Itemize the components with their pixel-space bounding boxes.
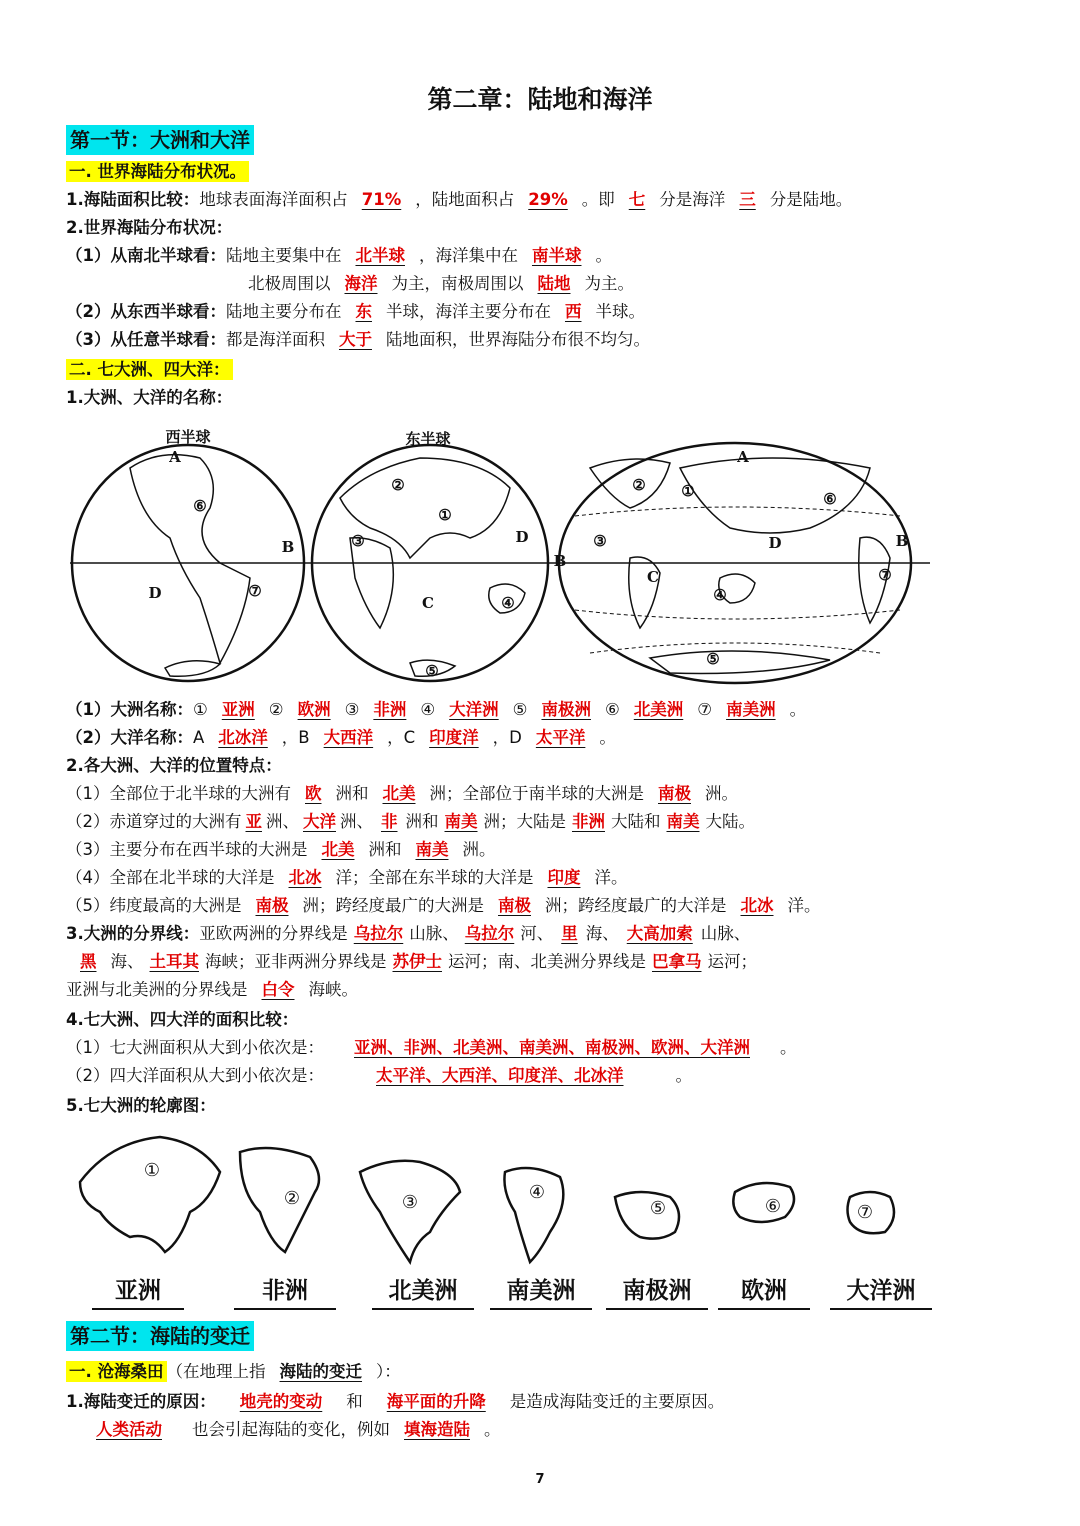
- answer-land: 陆地: [537, 274, 571, 293]
- answer-greater: 大于: [338, 330, 372, 349]
- answer: 印度: [547, 868, 581, 887]
- q4a-text: 。: [780, 1038, 797, 1057]
- p2-line: [66, 810, 755, 834]
- section2-part1-text: ）：: [376, 1362, 401, 1381]
- q4a-line: [66, 1036, 797, 1060]
- answer-south-america: 南美洲: [726, 700, 776, 719]
- section2-q1-label: 1.海陆变迁的原因：: [66, 1392, 216, 1411]
- p5-text: （5）纬度最高的大洲是: [66, 896, 242, 915]
- q3c-line: [66, 978, 358, 1002]
- q3-text: 亚欧两洲的分界线是: [199, 924, 348, 943]
- p4-text: （4）全部在北半球的大洋是: [66, 868, 275, 887]
- q1-text: 分是陆地。: [769, 190, 853, 209]
- section1-heading: [66, 128, 254, 154]
- map-label: ④: [501, 594, 515, 612]
- section2-q1b-text: 。: [484, 1420, 501, 1439]
- ocean-letter: A: [192, 728, 205, 747]
- circled-num: ⑤: [512, 700, 528, 719]
- q3b-text: 海、: [110, 952, 144, 971]
- outline-label-antarctica: 南极洲: [606, 1272, 708, 1310]
- r1-label: （1）从南北半球看：: [66, 246, 226, 265]
- q1-area-line: [66, 188, 852, 212]
- map-label: ④: [713, 586, 727, 604]
- map-label: ③: [593, 532, 607, 550]
- q4b-line: [66, 1064, 692, 1088]
- ocean-letter: ，B: [281, 728, 310, 747]
- map-label: ②: [391, 476, 405, 494]
- part2-q5: 5.七大洲的轮廓图：: [66, 1096, 216, 1115]
- outline-num: ⑦: [856, 1202, 874, 1223]
- answer: 土耳其: [149, 952, 199, 971]
- answer: 北冰: [740, 896, 774, 915]
- map-label: D: [148, 584, 162, 602]
- r2-text: 半球。: [595, 302, 645, 321]
- answer-antarctica: 南极洲: [541, 700, 591, 719]
- q3b-text: 运河；南、北美洲分界线是: [448, 952, 646, 971]
- ocean-letter: ，C: [387, 728, 416, 747]
- answer-south-hemisphere: 南半球: [531, 246, 582, 265]
- answer-three: 三: [739, 190, 756, 209]
- answer-pacific: 太平洋: [535, 728, 586, 747]
- answer: 巴拿马: [652, 952, 702, 971]
- outline-label-south-america: 南美洲: [490, 1272, 592, 1310]
- p1-line: [66, 782, 738, 806]
- p2-text: 大陆。: [705, 812, 755, 831]
- circled-num: ⑦: [697, 700, 713, 719]
- p5-text: 洲；跨经度最广的大洋是: [545, 896, 727, 915]
- p5-text: 洋。: [787, 896, 821, 915]
- p3-text: （3）主要分布在西半球的大洲是: [66, 840, 308, 859]
- q1-text: ，陆地面积占: [415, 190, 515, 209]
- r3-text: 都是海洋面积: [225, 330, 325, 349]
- answer: 乌拉尔: [464, 924, 515, 943]
- answer: 非: [381, 812, 398, 831]
- answer-asia: 亚洲: [221, 700, 255, 719]
- east-hemisphere-title: 东半球: [405, 430, 451, 448]
- section2-q1b-line: [66, 1418, 501, 1442]
- section2-q1-line: [66, 1390, 724, 1414]
- p1-text: 洲；全部位于南半球的大洲是: [429, 784, 644, 803]
- circled-num: ④: [420, 700, 436, 719]
- map-label: D: [515, 528, 529, 546]
- answer: 南极: [255, 896, 289, 915]
- answer-ocean-order: 太平洋、大西洋、印度洋、北冰洋: [376, 1066, 624, 1085]
- answer: 南极: [658, 784, 691, 803]
- ocean-letter: ，D: [492, 728, 522, 747]
- r1b-text: 北极周围以: [248, 274, 331, 293]
- west-hemisphere-title: 西半球: [165, 428, 211, 446]
- answer-29: 29%: [528, 190, 568, 209]
- outline-num: ①: [143, 1160, 161, 1181]
- part1-heading-text: 一. 世界海陆分布状况。: [66, 161, 249, 182]
- answer-arctic: 北冰洋: [218, 728, 268, 747]
- answer: 北美: [321, 840, 355, 859]
- circled-num: ②: [268, 700, 284, 719]
- map-label: B: [895, 532, 909, 550]
- q3b-line: [66, 950, 757, 974]
- r1-text: 。: [595, 246, 612, 265]
- p4-line: [66, 866, 628, 890]
- q1-text: 。即: [581, 190, 615, 209]
- answer: 乌拉尔: [353, 924, 404, 943]
- names2-end: 。: [599, 728, 616, 747]
- section2-q1-text: 是造成海陆变迁的主要原因。: [509, 1392, 725, 1411]
- q3-text: 山脉、: [409, 924, 459, 943]
- answer: 黑: [80, 952, 97, 971]
- map-label: C: [422, 594, 434, 612]
- circled-num: ①: [192, 700, 208, 719]
- r1-text: ，海洋集中在: [418, 246, 518, 265]
- map-label: A: [737, 448, 749, 466]
- answer-sea-level: 海平面的升降: [386, 1392, 486, 1411]
- p4-text: 洋。: [594, 868, 628, 887]
- q4b-text: （2）四大洋面积从大到小依次是：: [66, 1066, 324, 1085]
- map-label: A: [169, 448, 181, 466]
- outline-label-asia: 亚洲: [92, 1272, 184, 1310]
- page-number: 7: [535, 1472, 545, 1487]
- answer: 南美: [415, 840, 449, 859]
- r1-line: [66, 244, 612, 268]
- answer: 非洲: [572, 812, 605, 831]
- answer: 北美: [382, 784, 416, 803]
- answer: 南美: [444, 812, 478, 831]
- q4b-text: 。: [675, 1066, 692, 1085]
- p1-text: （1）全部位于北半球的大洲有: [66, 784, 291, 803]
- map-label: ⑥: [193, 497, 207, 515]
- map-label: B: [281, 538, 295, 556]
- p2-text: （2）赤道穿过的大洲有: [66, 812, 242, 831]
- names1-end: 。: [789, 700, 807, 719]
- p1-text: 洲。: [705, 784, 738, 803]
- answer: 里: [561, 924, 578, 943]
- answer: 南美: [666, 812, 700, 831]
- p3-text: 洲。: [462, 840, 496, 859]
- section2-part1-text: （在地理上指: [166, 1362, 266, 1381]
- answer: 欧: [305, 784, 322, 803]
- r3-text: 陆地面积，世界海陆分布很不均匀。: [385, 330, 650, 349]
- p2-text: 洲；大陆是: [483, 812, 566, 831]
- names1-label: （1）大洲名称：: [66, 700, 193, 719]
- p5-text: 洲；跨经度最广的大洲是: [302, 896, 484, 915]
- circled-num: ③: [344, 700, 360, 719]
- circled-num: ⑥: [604, 700, 620, 719]
- map-label: ⑥: [823, 490, 837, 508]
- r1b-line: [248, 272, 634, 296]
- outline-label-africa: 非洲: [234, 1272, 336, 1310]
- section1-heading-text: 第一节：大洲和大洋: [66, 125, 254, 155]
- p3-text: 洲和: [368, 840, 402, 859]
- answer-europe: 欧洲: [297, 700, 331, 719]
- r2-text: 陆地主要分布在: [225, 302, 342, 321]
- r1b-text: 为主。: [584, 274, 634, 293]
- outline-label-europe: 欧洲: [718, 1272, 810, 1310]
- continent-names-line: [66, 698, 806, 722]
- q3-text: 河、: [520, 924, 554, 943]
- p4-text: 洋；全部在东半球的大洋是: [335, 868, 534, 887]
- answer-indian: 印度洋: [429, 728, 479, 747]
- q3b-text: 运河；: [707, 952, 757, 971]
- answer-ocean: 海洋: [344, 274, 378, 293]
- section2-part1: [66, 1360, 401, 1384]
- r2-text: 半球，海洋主要分布在: [385, 302, 551, 321]
- p2-text: 大陆和: [611, 812, 661, 831]
- answer: 大高加索: [626, 924, 693, 943]
- outline-num: ②: [283, 1188, 301, 1209]
- part2-heading: [66, 358, 233, 382]
- answer-north-america: 北美洲: [633, 700, 684, 719]
- r1b-text: 为主，南极周围以: [391, 274, 524, 293]
- answer-africa: 非洲: [373, 700, 407, 719]
- p5-line: [66, 894, 821, 918]
- section2-heading-text: 第二节：海陆的变迁: [66, 1321, 254, 1351]
- answer: 南极: [498, 896, 531, 915]
- part2-q1: 1.大洲、大洋的名称：: [66, 388, 233, 407]
- map-label: ⑦: [248, 582, 262, 600]
- map-label: ②: [632, 476, 646, 494]
- part1-heading: [66, 160, 249, 184]
- answer-east: 东: [355, 302, 372, 321]
- hemisphere-maps: [70, 428, 930, 690]
- q1-label: 1.海陆面积比较：: [66, 190, 200, 209]
- outline-num: ③: [401, 1192, 419, 1213]
- map-label: ⑤: [706, 650, 720, 668]
- section2-heading: [66, 1324, 254, 1350]
- q3-text: 海、: [585, 924, 619, 943]
- part2-q4: 4.七大洲、四大洋的面积比较：: [66, 1010, 299, 1029]
- answer: 亚: [245, 812, 262, 831]
- answer-seven: 七: [628, 190, 646, 209]
- map-label: C: [647, 568, 659, 586]
- map-label: ③: [351, 532, 365, 550]
- p2-text: 洲、: [266, 812, 299, 831]
- map-label: ①: [438, 506, 452, 524]
- answer-west: 西: [564, 302, 582, 321]
- r1-text: 陆地主要集中在: [225, 246, 342, 265]
- outline-num: ④: [528, 1182, 546, 1203]
- answer: 白令: [261, 980, 295, 999]
- answer: 北冰: [288, 868, 322, 887]
- answer-continent-order: 亚洲、非洲、北美洲、南美洲、南极洲、欧洲、大洋洲: [354, 1038, 750, 1057]
- part2-q2: 2.各大洲、大洋的位置特点：: [66, 756, 282, 775]
- q4a-text: （1）七大洲面积从大到小依次是：: [66, 1038, 324, 1057]
- p2-text: 洲、: [340, 812, 373, 831]
- answer-71: 71%: [361, 190, 402, 209]
- map-label: B: [553, 552, 567, 570]
- q1-text: 分是海洋: [659, 190, 726, 209]
- section2-q1b-text: 也会引起海陆的变化，例如: [192, 1420, 390, 1439]
- answer-human-activity: 人类活动: [96, 1420, 162, 1439]
- answer: 大洋: [303, 812, 336, 831]
- q1-text: 地球表面海洋面积占: [199, 190, 348, 209]
- p1-text: 洲和: [335, 784, 369, 803]
- q3b-text: 海峡；亚非两洲分界线是: [205, 952, 387, 971]
- r2-label: （2）从东西半球看：: [66, 302, 226, 321]
- r3-label: （3）从任意半球看：: [66, 330, 226, 349]
- q3c-text: 海峡。: [308, 980, 358, 999]
- answer-oceania: 大洋洲: [449, 700, 499, 719]
- map-label: ①: [681, 482, 695, 500]
- answer-north-hemisphere: 北半球: [355, 246, 405, 265]
- section2-q1-text: 和: [346, 1392, 363, 1411]
- answer-atlantic: 大西洋: [323, 728, 374, 747]
- map-label: ⑦: [878, 566, 892, 584]
- r2-line: [66, 300, 645, 324]
- q3c-text: 亚洲与北美洲的分界线是: [66, 980, 248, 999]
- map-label: D: [768, 534, 782, 552]
- answer-land-reclamation: 填海造陆: [404, 1420, 470, 1439]
- p3-line: [66, 838, 496, 862]
- part2-heading-text: 二. 七大洲、四大洋：: [66, 359, 233, 380]
- q3-text: 山脉、: [700, 924, 751, 943]
- p2-text: 洲和: [405, 812, 439, 831]
- r3-line: [66, 328, 650, 352]
- outline-num: ⑥: [764, 1196, 782, 1217]
- q3-line: [66, 922, 750, 946]
- q3-label: 3.大洲的分界线：: [66, 924, 200, 943]
- answer-crust-movement: 地壳的变动: [239, 1392, 323, 1411]
- outline-label-north-america: 北美洲: [372, 1272, 474, 1310]
- outline-num: ⑤: [649, 1198, 667, 1219]
- map-label: ⑤: [425, 662, 439, 680]
- section2-part1-heading: 一. 沧海桑田: [66, 1361, 167, 1382]
- page-title: 第二章：陆地和海洋: [427, 85, 653, 114]
- outline-label-oceania: 大洋洲: [830, 1272, 932, 1310]
- names2-label: （2）大洋名称：: [66, 728, 193, 747]
- answer: 苏伊士: [392, 952, 442, 971]
- q2-label: 2.世界海陆分布状况：: [66, 218, 233, 237]
- ocean-names-line: [66, 726, 616, 750]
- answer-sea-land-change: 海陆的变迁: [279, 1362, 363, 1381]
